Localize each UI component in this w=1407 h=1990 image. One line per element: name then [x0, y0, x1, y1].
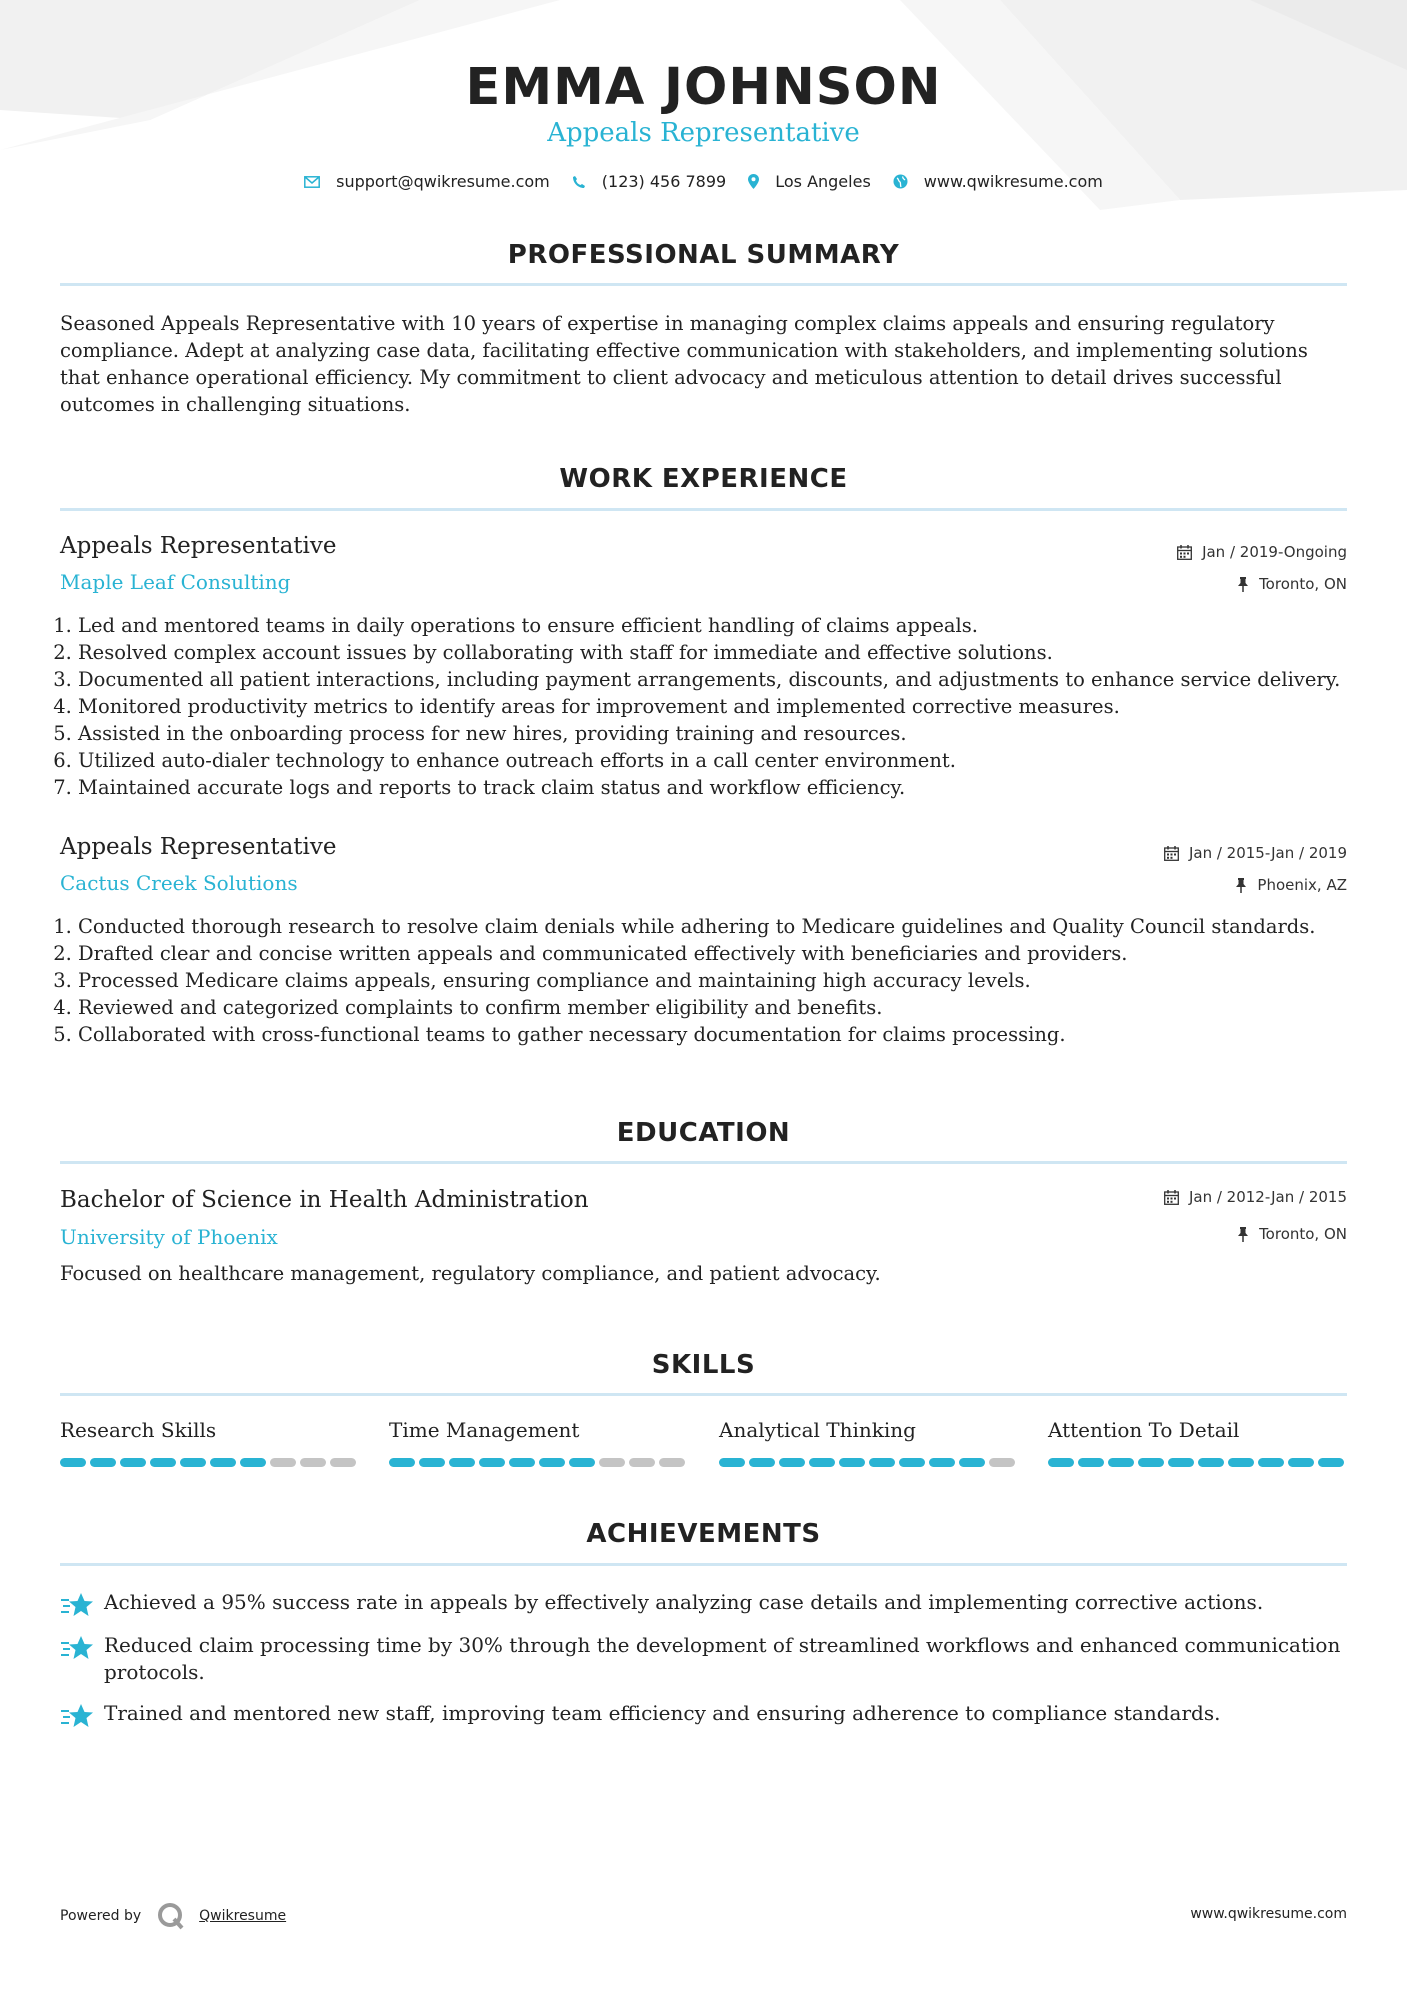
skill-level-segment: [449, 1458, 475, 1467]
contact-website-text: www.qwikresume.com: [923, 172, 1103, 191]
skill-level-segment: [120, 1458, 146, 1467]
pushpin-icon: [1237, 577, 1249, 592]
education-dates-text: Jan / 2012-Jan / 2015: [1188, 1188, 1347, 1206]
skill-level-segment: [1228, 1458, 1254, 1467]
list-item: 4. Reviewed and categorized complaints to confirm member eligibility and benefits.: [78, 994, 1378, 1021]
list-item: 4. Monitored productivity metrics to identify areas for improvement and implemented corrective measures.: [78, 693, 1378, 720]
contact-bar: [0, 172, 1407, 191]
job-dates-text: Jan / 2019-Ongoing: [1202, 543, 1347, 561]
skill-level-segment: [989, 1458, 1015, 1467]
skill-level-segment: [1078, 1458, 1104, 1467]
skill-level-segment: [300, 1458, 326, 1467]
list-item: 1. Conducted thorough research to resolve claim denials while adhering to Medicare guidelines and Quality Council standards.: [78, 913, 1378, 940]
summary-text: Seasoned Appeals Representative with 10 years of expertise in managing complex claims appeals and ensuring regulatory compliance. Adept at analyzing case data, facilitating effective communication with stakeholders, and implementing solutions that enhance operational efficiency. My commitment to client advocacy and meticulous attention to detail drives successful outcomes in challenging situations.: [60, 312, 1308, 416]
calendar-icon: [1164, 846, 1179, 861]
pushpin-icon: [1235, 878, 1247, 893]
degree-title: Bachelor of Science in Health Administration: [60, 1187, 589, 1213]
skill-level-segment: [509, 1458, 535, 1467]
achievements-divider: [60, 1563, 1347, 1566]
contact-email-text: support@qwikresume.com: [336, 172, 550, 191]
skill-level-segment: [180, 1458, 206, 1467]
list-item: 5. Collaborated with cross-functional teams to gather necessary documentation for claims processing.: [78, 1021, 1378, 1048]
skill-level-segment: [90, 1458, 116, 1467]
list-item: 5. Assisted in the onboarding process for new hires, providing training and resources.: [78, 720, 1378, 747]
skill-level-bar: [389, 1458, 689, 1467]
achievement-item: [60, 1632, 1347, 1686]
skill-level-segment: [809, 1458, 835, 1467]
education-location-text: Toronto, ON: [1259, 1225, 1347, 1243]
list-item: 3. Processed Medicare claims appeals, ensuring compliance and maintaining high accuracy levels.: [78, 967, 1378, 994]
skill-item: [389, 1418, 689, 1467]
skill-level-segment: [1168, 1458, 1194, 1467]
education-heading: EDUCATION: [616, 1118, 791, 1148]
job-dates: [1164, 844, 1347, 862]
skill-name: Attention To Detail: [1048, 1418, 1240, 1442]
job-dates: [1177, 543, 1347, 561]
skill-name: Time Management: [389, 1418, 580, 1442]
star-badge-icon: [60, 1591, 96, 1625]
achievement-text: Reduced claim processing time by 30% through the development of streamlined workflows and enhanced communication protocols.: [104, 1633, 1341, 1684]
skill-level-segment: [479, 1458, 505, 1467]
skill-level-segment: [60, 1458, 86, 1467]
pushpin-icon: [1237, 1227, 1249, 1242]
candidate-title: Appeals Representative: [547, 118, 860, 148]
star-badge-icon: [60, 1702, 96, 1736]
skill-level-segment: [629, 1458, 655, 1467]
job-dates-text: Jan / 2015-Jan / 2019: [1188, 844, 1347, 862]
contact-website[interactable]: [893, 172, 1103, 191]
skill-name: Research Skills: [60, 1418, 217, 1442]
achievement-item: [60, 1700, 1347, 1736]
skill-level-segment: [330, 1458, 356, 1467]
contact-location-text: Los Angeles: [775, 172, 871, 191]
job-title: Appeals Representative: [60, 834, 337, 860]
summary-heading: PROFESSIONAL SUMMARY: [507, 240, 900, 270]
powered-by-label: Powered by: [60, 1908, 142, 1924]
skill-level-segment: [419, 1458, 445, 1467]
list-item: 6. Utilized auto-dialer technology to enhance outreach efforts in a call center environment.: [78, 747, 1378, 774]
skill-level-segment: [719, 1458, 745, 1467]
job-company: Maple Leaf Consulting: [60, 570, 291, 594]
skill-level-bar: [719, 1458, 1019, 1467]
contact-phone[interactable]: [572, 172, 726, 191]
job-title: Appeals Representative: [60, 533, 337, 559]
contact-email[interactable]: [304, 172, 550, 191]
summary-divider: [60, 283, 1347, 286]
phone-icon: [572, 175, 586, 189]
contact-location: [748, 172, 871, 191]
job-location-text: Phoenix, AZ: [1257, 876, 1347, 894]
candidate-name: EMMA JOHNSON: [465, 58, 942, 117]
education-description: Focused on healthcare management, regulatory compliance, and patient advocacy.: [60, 1262, 881, 1285]
job-duties-list: [60, 913, 1378, 1048]
skill-level-segment: [959, 1458, 985, 1467]
skill-level-segment: [659, 1458, 685, 1467]
job-company: Cactus Creek Solutions: [60, 871, 298, 895]
skill-level-segment: [1108, 1458, 1134, 1467]
skill-level-bar: [1048, 1458, 1348, 1467]
skill-level-segment: [899, 1458, 925, 1467]
job-location: [1235, 876, 1347, 894]
school-name: University of Phoenix: [60, 1225, 278, 1249]
skill-level-segment: [779, 1458, 805, 1467]
achievement-text: Achieved a 95% success rate in appeals by effectively analyzing case details and implementing corrective actions.: [104, 1590, 1264, 1614]
job-location: [1237, 575, 1347, 593]
skill-item: [1048, 1418, 1348, 1467]
job-duties-list: [60, 612, 1378, 801]
list-item: 1. Led and mentored teams in daily operations to ensure efficient handling of claims appeals.: [78, 612, 1378, 639]
envelope-icon: [304, 176, 320, 188]
skill-level-segment: [389, 1458, 415, 1467]
skill-level-segment: [839, 1458, 865, 1467]
qwikresume-link[interactable]: Qwikresume: [199, 1908, 287, 1924]
calendar-icon: [1164, 1190, 1179, 1205]
skill-item: [60, 1418, 360, 1467]
education-location: [1237, 1225, 1347, 1243]
achievement-item: [60, 1589, 1347, 1625]
list-item: 7. Maintained accurate logs and reports to track claim status and workflow efficiency.: [78, 774, 1378, 801]
skill-item: [719, 1418, 1019, 1467]
skill-level-segment: [869, 1458, 895, 1467]
skill-level-segment: [1048, 1458, 1074, 1467]
footer-website-link[interactable]: www.qwikresume.com: [1190, 1906, 1347, 1922]
skills-divider: [60, 1393, 1347, 1396]
skill-name: Analytical Thinking: [719, 1418, 916, 1442]
skill-level-segment: [569, 1458, 595, 1467]
skill-level-segment: [539, 1458, 565, 1467]
globe-icon: [893, 174, 908, 189]
skill-level-segment: [240, 1458, 266, 1467]
experience-divider: [60, 508, 1347, 511]
qwikresume-logo-icon: [157, 1902, 185, 1930]
achievement-text: Trained and mentored new staff, improving team efficiency and ensuring adherence to compliance standards.: [104, 1701, 1221, 1725]
skill-level-segment: [1288, 1458, 1314, 1467]
list-item: 3. Documented all patient interactions, including payment arrangements, discounts, and adjustments to enhance service delivery.: [78, 666, 1378, 693]
skills-heading: SKILLS: [651, 1350, 756, 1380]
map-pin-icon: [748, 174, 759, 189]
calendar-icon: [1177, 545, 1192, 560]
education-divider: [60, 1161, 1347, 1164]
skill-level-segment: [749, 1458, 775, 1467]
contact-phone-text: (123) 456 7899: [601, 172, 727, 191]
job-location-text: Toronto, ON: [1259, 575, 1347, 593]
experience-heading: WORK EXPERIENCE: [559, 464, 848, 494]
skill-level-segment: [150, 1458, 176, 1467]
star-badge-icon: [60, 1634, 96, 1668]
education-dates: [1164, 1188, 1347, 1206]
skill-level-bar: [60, 1458, 360, 1467]
achievements-heading: ACHIEVEMENTS: [586, 1519, 821, 1549]
skill-level-segment: [599, 1458, 625, 1467]
skill-level-segment: [1198, 1458, 1224, 1467]
skill-level-segment: [270, 1458, 296, 1467]
skill-level-segment: [1138, 1458, 1164, 1467]
list-item: 2. Resolved complex account issues by collaborating with staff for immediate and effective solutions.: [78, 639, 1378, 666]
skill-level-segment: [1318, 1458, 1344, 1467]
skill-level-segment: [1258, 1458, 1284, 1467]
list-item: 2. Drafted clear and concise written appeals and communicated effectively with beneficiaries and providers.: [78, 940, 1378, 967]
footer-powered-by: [60, 1902, 286, 1930]
skill-level-segment: [929, 1458, 955, 1467]
skill-level-segment: [210, 1458, 236, 1467]
